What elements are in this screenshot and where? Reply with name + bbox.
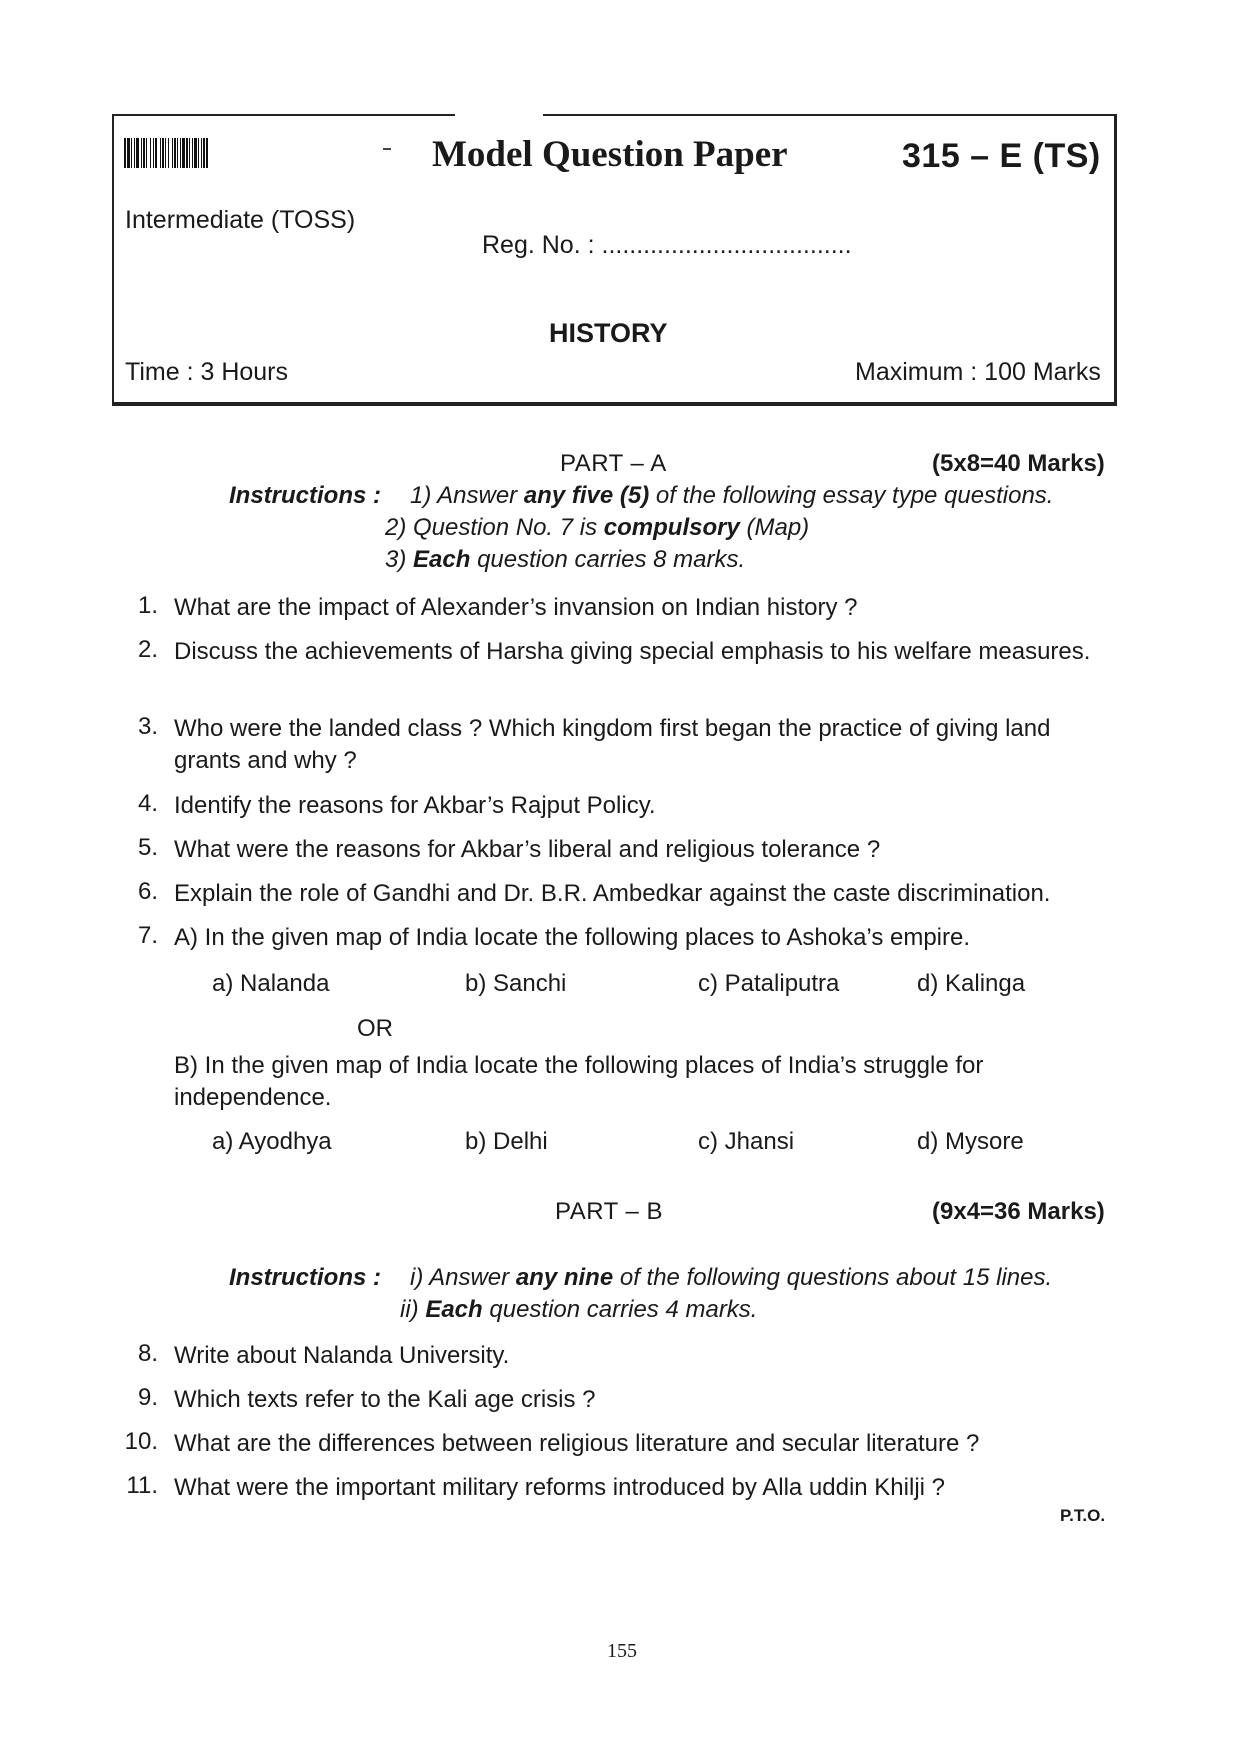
question-text: Who were the landed class ? Which kingdom first began the practice of giving land grants and why ? — [174, 715, 1051, 774]
max-marks-label: Maximum : 100 Marks — [855, 358, 1101, 386]
question-text: Identify the reasons for Akbar’s Rajput Policy. — [174, 792, 656, 819]
part-a-title: PART – A — [560, 450, 667, 477]
time-label: Time : 3 Hours — [125, 358, 289, 386]
question-number: 2. — [137, 636, 158, 663]
page-number: 155 — [607, 1640, 637, 1662]
question-text: What are the impact of Alexander’s invansion on Indian history ? — [174, 594, 858, 621]
instruction-number: i) — [410, 1264, 424, 1291]
instruction-text: question carries 4 marks. — [489, 1296, 758, 1323]
instruction-number: 3) — [385, 546, 407, 573]
instruction-number: 2) — [385, 514, 407, 541]
part-b-instruction-line — [400, 1296, 757, 1324]
part-a-instruction-line — [410, 482, 1053, 510]
question-number: 5. — [137, 834, 158, 861]
question-number: 7. — [137, 922, 158, 949]
question-text: A) In the given map of India locate the following places to Ashoka’s empire. — [174, 924, 971, 951]
question-number: 10. — [124, 1428, 158, 1455]
instruction-text: Answer — [437, 482, 518, 509]
instruction-text: of the following questions about 15 lines. — [619, 1264, 1053, 1291]
instruction-emphasis: any five (5) — [523, 482, 650, 509]
part-b-instruction-line — [410, 1264, 1052, 1292]
question-text: Which texts refer to the Kali age crisis ? — [174, 1386, 596, 1413]
q7a-option: b) Sanchi — [465, 970, 567, 997]
q7b-option: b) Delhi — [465, 1128, 548, 1155]
question-number: 4. — [137, 790, 158, 817]
q7b-option: c) Jhansi — [698, 1128, 795, 1155]
q7b-text: B) In the given map of India locate the following places of India’s struggle for independence. — [174, 1052, 984, 1111]
dash-mark — [383, 148, 391, 150]
q7a-option: c) Pataliputra — [698, 970, 840, 997]
question-number: 9. — [137, 1384, 158, 1411]
question-text: Discuss the achievements of Harsha giving special emphasis to his welfare measures. — [174, 638, 1091, 665]
question-text: Explain the role of Gandhi and Dr. B.R. Ambedkar against the caste discrimination. — [174, 880, 1051, 907]
part-a-instructions-label: Instructions : — [229, 482, 382, 509]
part-b-marks: (9x4=36 Marks) — [932, 1198, 1105, 1225]
part-a-instruction-line — [385, 514, 809, 542]
paper-code: 315 – E (TS) — [902, 137, 1101, 175]
instruction-number: ii) — [400, 1296, 419, 1323]
instruction-emphasis: compulsory — [603, 514, 740, 541]
instruction-emphasis: Each — [425, 1296, 483, 1323]
question-number: 11. — [126, 1472, 158, 1499]
instruction-emphasis: Each — [413, 546, 471, 573]
q7a-option: d) Kalinga — [917, 970, 1026, 997]
pto-label: P.T.O. — [1060, 1506, 1106, 1525]
instruction-number: 1) — [410, 482, 432, 509]
instruction-text: Answer — [429, 1264, 510, 1291]
question-text: Write about Nalanda University. — [174, 1342, 510, 1369]
barcode — [124, 138, 306, 168]
instruction-emphasis: any nine — [515, 1264, 614, 1291]
question-text: What were the reasons for Akbar’s liberal and religious tolerance ? — [174, 836, 881, 863]
question-number: 1. — [137, 592, 158, 619]
part-a-instruction-line — [385, 546, 745, 574]
part-b-instructions-label: Instructions : — [229, 1264, 382, 1291]
course-level: Intermediate (TOSS) — [125, 206, 356, 234]
question-text: What are the differences between religious literature and secular literature ? — [174, 1430, 980, 1457]
part-b-title: PART – B — [555, 1198, 664, 1225]
question-number: 6. — [137, 878, 158, 905]
header-border-gap — [455, 106, 543, 120]
instruction-text: Question No. 7 is — [413, 514, 598, 541]
question-number: 8. — [137, 1340, 158, 1367]
part-a-marks: (5x8=40 Marks) — [932, 450, 1105, 477]
q7b-option: a) Ayodhya — [212, 1128, 332, 1155]
q7a-option: a) Nalanda — [212, 970, 330, 997]
or-label: OR — [357, 1015, 393, 1042]
instruction-text: (Map) — [746, 514, 810, 541]
q7b-option: d) Mysore — [917, 1128, 1024, 1155]
question-number: 3. — [137, 713, 158, 740]
paper-title: Model Question Paper — [432, 134, 788, 175]
instruction-text: of the following essay type questions. — [655, 482, 1054, 509]
question-text: What were the important military reforms introduced by Alla uddin Khilji ? — [174, 1474, 945, 1501]
instruction-text: question carries 8 marks. — [477, 546, 746, 573]
reg-no-field: Reg. No. : .................................... — [482, 231, 852, 259]
subject-title: HISTORY — [549, 318, 668, 348]
